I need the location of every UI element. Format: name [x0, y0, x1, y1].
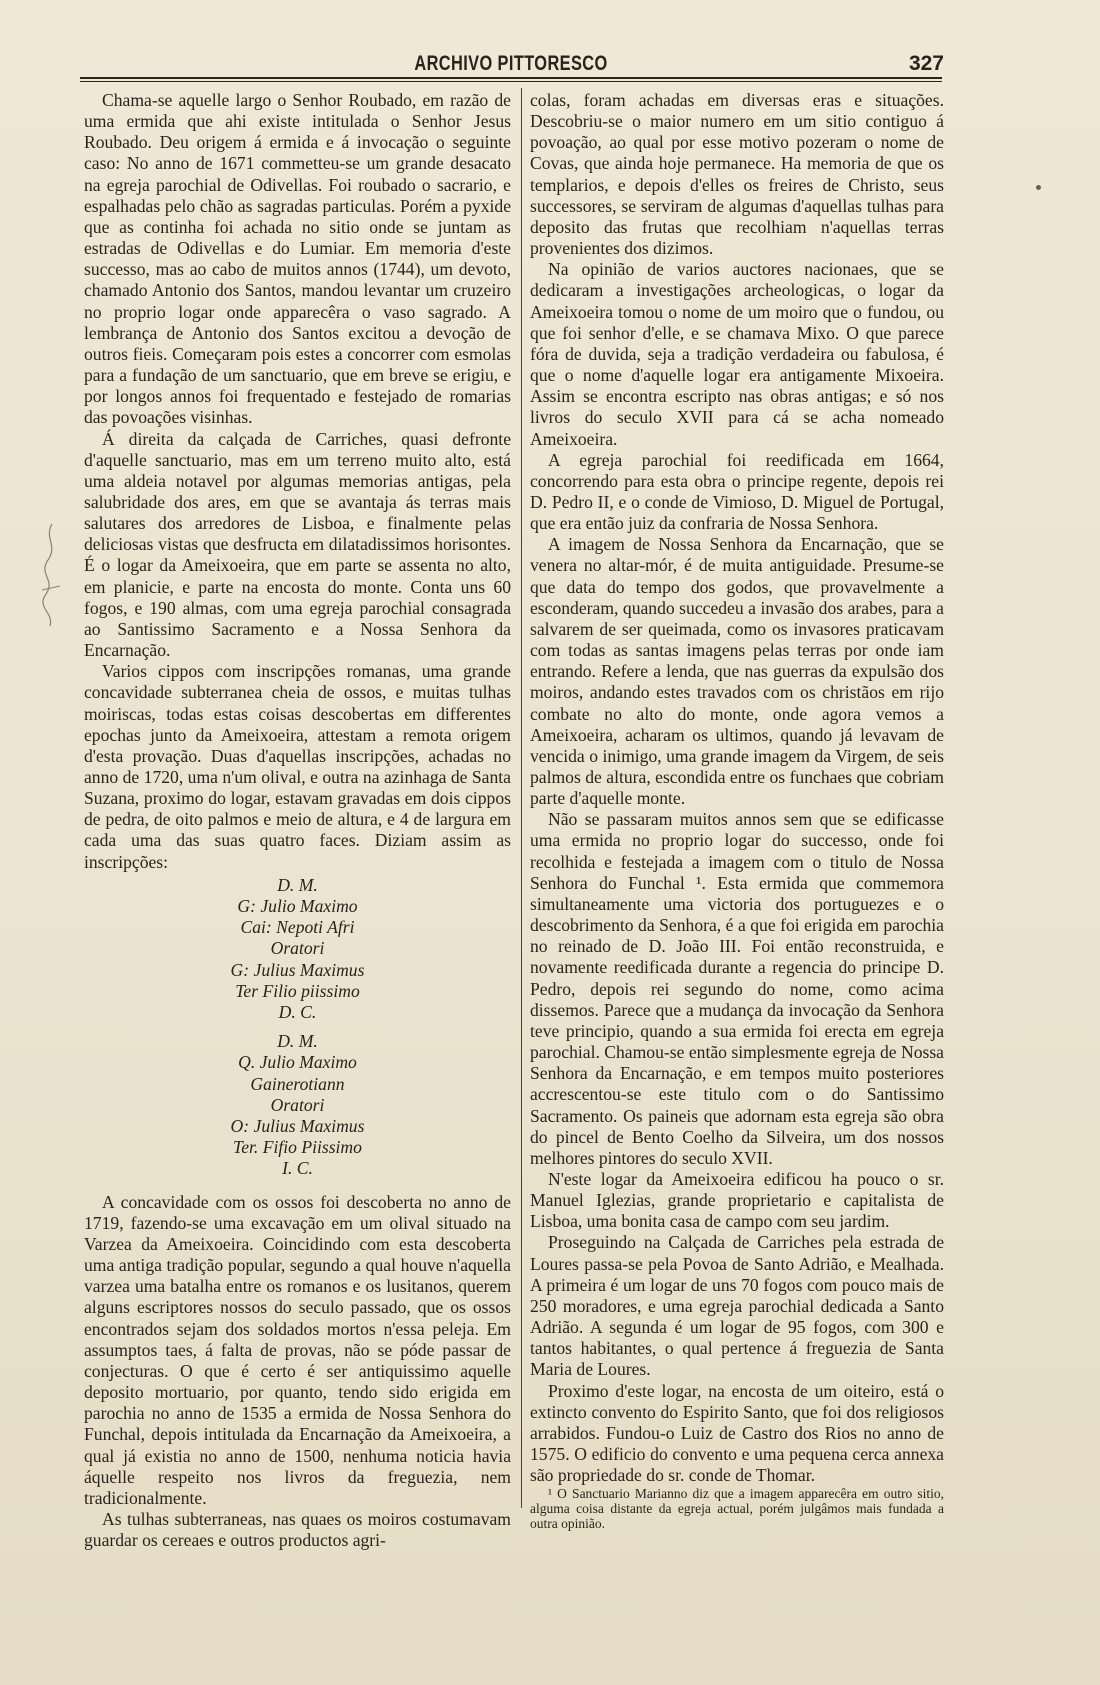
- inscription-line: D. M.: [277, 1031, 318, 1052]
- inscription-line: Oratori: [270, 938, 325, 959]
- inscription-line: G: Julius Maximus: [230, 959, 365, 980]
- inscription-line: Gainerotiann: [250, 1073, 345, 1094]
- roman-inscription-2: [84, 1031, 511, 1179]
- handwritten-margin-mark: [38, 520, 64, 630]
- inscription-line: D. C.: [278, 1002, 317, 1022]
- paragraph: As tulhas subterraneas, nas quaes os moiros costumavam guardar os cereaes e outros productos agri-: [84, 1508, 511, 1551]
- roman-inscription-1: [84, 875, 511, 1023]
- header-rule-thin: [80, 81, 942, 82]
- inscription-line: Cai: Nepoti Afri: [240, 917, 355, 938]
- page-header: [80, 52, 942, 76]
- inscription-line: G: Julio Maximo: [237, 895, 358, 916]
- inscription-line: Ter. Fifio Piissimo: [233, 1137, 362, 1158]
- paragraph: colas, foram achadas em diversas eras e situações. Descobriu-se o maior numero em um sitio contiguo á povoação, ao qual por esse motivo pozeram o nome de Covas, que ainda hoje permanece. Ha memoria de que os templarios, e depois d'elles os freires de Christo, seus successores, se serviram de algumas d'aquellas tulhas para deposito das frutas que recolhiam n'aquellas terras provenientes dos dizimos.: [530, 90, 944, 259]
- inscription-line: O: Julius Maximus: [230, 1116, 365, 1137]
- page-number: 327: [908, 52, 944, 75]
- paragraph: Não se passaram muitos annos sem que se edificasse uma ermida no proprio logar do successo, onde foi recolhida e festejada a imagem com o titulo de Nossa Senhora do Funchal ¹. Esta ermida que commemora simultaneamente uma victoria dos portuguezes e o descobrimento da Senhora, é a que foi erigida em parochia no reinado de D. João III. Foi então reconstruida, e novamente reedificada durante a regencia do principe D. Pedro, depois rei segundo do nome, como acima dissemos. Parece que a mudança da invocação da Senhora teve principio, quando a sua ermida foi erecta em egreja parochial. Chamou-se então simplesmente egreja de Nossa Senhora da Encarnação, e em tempos muito posteriores accrescentou-se este titulo com o do Santissimo Sacramento. Os paineis que adornam esta egreja são obra do pincel de Bento Coelho da Silveira, um dos nossos melhores pintores do seculo XVII.: [530, 809, 944, 1168]
- paper-spot: [1036, 185, 1041, 190]
- column-divider: [521, 88, 522, 1508]
- footnote: ¹ O Sanctuario Marianno diz que a imagem apparecêra em outro sitio, alguma coisa distante da egreja actual, porém julgâmos mais fundada a outra opinião.: [530, 1486, 944, 1532]
- left-column: [84, 90, 511, 1551]
- inscription-line: I. C.: [282, 1158, 313, 1179]
- right-column: [530, 90, 944, 1531]
- paragraph: A egreja parochial foi reedificada em 1664, concorrendo para esta obra o principe regente, depois rei D. Pedro II, e o conde de Vimioso, D. Miguel de Portugal, que era então juiz da confraria de Nossa Senhora.: [530, 449, 944, 534]
- paragraph: N'este logar da Ameixoeira edificou ha pouco o sr. Manuel Iglezias, grande proprietario e capitalista de Lisboa, uma bonita casa de campo com seu jardim.: [530, 1168, 944, 1232]
- running-title: ARCHIVO PITTORESCO: [414, 52, 608, 75]
- inscription-line: D. M.: [277, 874, 318, 895]
- paragraph: Varios cippos com inscripções romanas, uma grande concavidade subterranea cheia de ossos, e muitas tulhas moiriscas, todas estas coisas descobertas em differentes epochas junto da Ameixoeira, attestam a remota origem d'esta provação. Duas d'aquellas inscripções, achadas no anno de 1720, uma n'um olival, e outra na azinhaga de Santa Suzana, proximo do logar, estavam gravadas em dois cippos de pedra, de oito palmos e meio de altura, e 4 de largura em cada uma das suas quatro faces. Diziam assim as inscripções:: [84, 661, 511, 872]
- paragraph: Na opinião de varios auctores nacionaes, que se dedicaram a investigações archeologicas, o logar da Ameixoeira tomou o nome de um moiro que o fundou, ou que foi senhor d'elle, e se chamava Mixo. O que parece fóra de duvida, seja a tradição verdadeira ou fabulosa, é que o nome d'aquelle logar era antigamente Mixoeira. Assim se encontra escripto nas obras antigas; e só nos livros do seculo XVII para cá se acha nomeado Ameixoeira.: [530, 259, 944, 449]
- paragraph: Chama-se aquelle largo o Senhor Roubado, em razão de uma ermida que ahi existe intitulada o Senhor Jesus Roubado. Deu origem á ermida e á invocação o seguinte caso: No anno de 1671 commetteu-se um grande desacato na egreja parochial de Odivellas. Foi roubado o sacrario, e espalhadas pelo chão as sagradas particulas. Porém a pyxide que as continha foi achada no sitio onde se juntam as estradas de Odivellas e do Lumiar. Em memoria d'este successo, mas ao cabo de muitos annos (1744), um devoto, chamado Antonio dos Santos, mandou levantar um cruzeiro no proprio logar onde apparecêra o vaso sagrado. A lembrança de Antonio dos Santos excitou a devoção de outros fieis. Começaram pois estes a concorrer com esmolas para a fundação de um sanctuario, que em breve se erigiu, e por longos annos foi frequentado e festejado de romarias das povoações visinhas.: [84, 90, 511, 428]
- paragraph: Á direita da calçada de Carriches, quasi defronte d'aquelle sanctuario, mas em um terreno muito alto, está uma aldeia notavel por algumas memorias antigas, pela salubridade dos ares, em que se avantaja ás terras mais salutares dos arredores de Lisboa, e finalmente pelas deliciosas vistas que desfructa em dilatadissimos horisontes. É o logar da Ameixoeira, que em parte se assenta no alto, em planicie, e parte na encosta do monte. Conta uns 60 fogos, e 190 almas, com uma egreja parochial consagrada ao Santissimo Sacramento e a Nossa Senhora da Encarnação.: [84, 428, 511, 661]
- paragraph: Proseguindo na Calçada de Carriches pela estrada de Loures passa-se pela Povoa de Santo Adrião, e Mealhada. A primeira é um logar de uns 70 fogos com pouco mais de 250 moradores, e uma egreja parochial dedicada a Santo Adrião. A segunda é um logar de 95 fogos, com 300 e tantos habitantes, o qual pertence á freguezia de Santa Maria de Loures.: [530, 1232, 944, 1380]
- inscription-line: Oratori: [270, 1094, 325, 1115]
- paragraph: Proximo d'este logar, na encosta de um oiteiro, está o extincto convento do Espirito Santo, que foi dos religiosos arrabidos. Fundou-o Luiz de Castro dos Rios no anno de 1575. O edificio do convento e uma pequena cerca annexa são propriedade do sr. conde de Thomar.: [530, 1380, 944, 1486]
- inscription-line: Ter Filio piissimo: [235, 980, 360, 1001]
- inscription-line: Q. Julio Maximo: [238, 1052, 357, 1073]
- paragraph: A concavidade com os ossos foi descoberta no anno de 1719, fazendo-se uma excavação em um olival situado na Varzea da Ameixoeira. Coincidindo com esta descoberta uma antiga tradição popular, segundo a qual houve n'aquella varzea uma batalha entre os romanos e os lusitanos, querem alguns escriptores nossos do seculo passado, que os ossos encontrados sejam dos soldados mortos n'essa peleja. Em assumptos taes, á falta de provas, não se póde passar de conjecturas. O que é certo é ser antiquissimo aquelle deposito mortuario, por quanto, tendo sido erigida em parochia no anno de 1535 a ermida de Nossa Senhora do Funchal, depois intitulada da Encarnação da Ameixoeira, a qual já existia no anno de 1500, nenhuma noticia havia áquelle respeito nos livros da freguezia, nem tradicionalmente.: [84, 1191, 511, 1508]
- paragraph: A imagem de Nossa Senhora da Encarnação, que se venera no altar-mór, é de muita antiguidade. Presume-se que data do tempo dos godos, que provavelmente a esconderam, quando succedeu a invasão dos arabes, para a salvarem de ser queimada, como os invasores praticavam com todas as santas imagens pelas terras por onde iam entrando. Refere a lenda, que nas guerras da expulsão dos moiros, andando estes travados com os christãos em rijo combate no alto do monte, onde agora vemos a Ameixoeira, acharam os ultimos, quando já levavam de vencida o inimigo, uma grande imagem da Virgem, de seis palmos de altura, escondida entre os funchaes que cobriam parte d'aquelle monte.: [530, 534, 944, 809]
- header-rule: [80, 77, 942, 79]
